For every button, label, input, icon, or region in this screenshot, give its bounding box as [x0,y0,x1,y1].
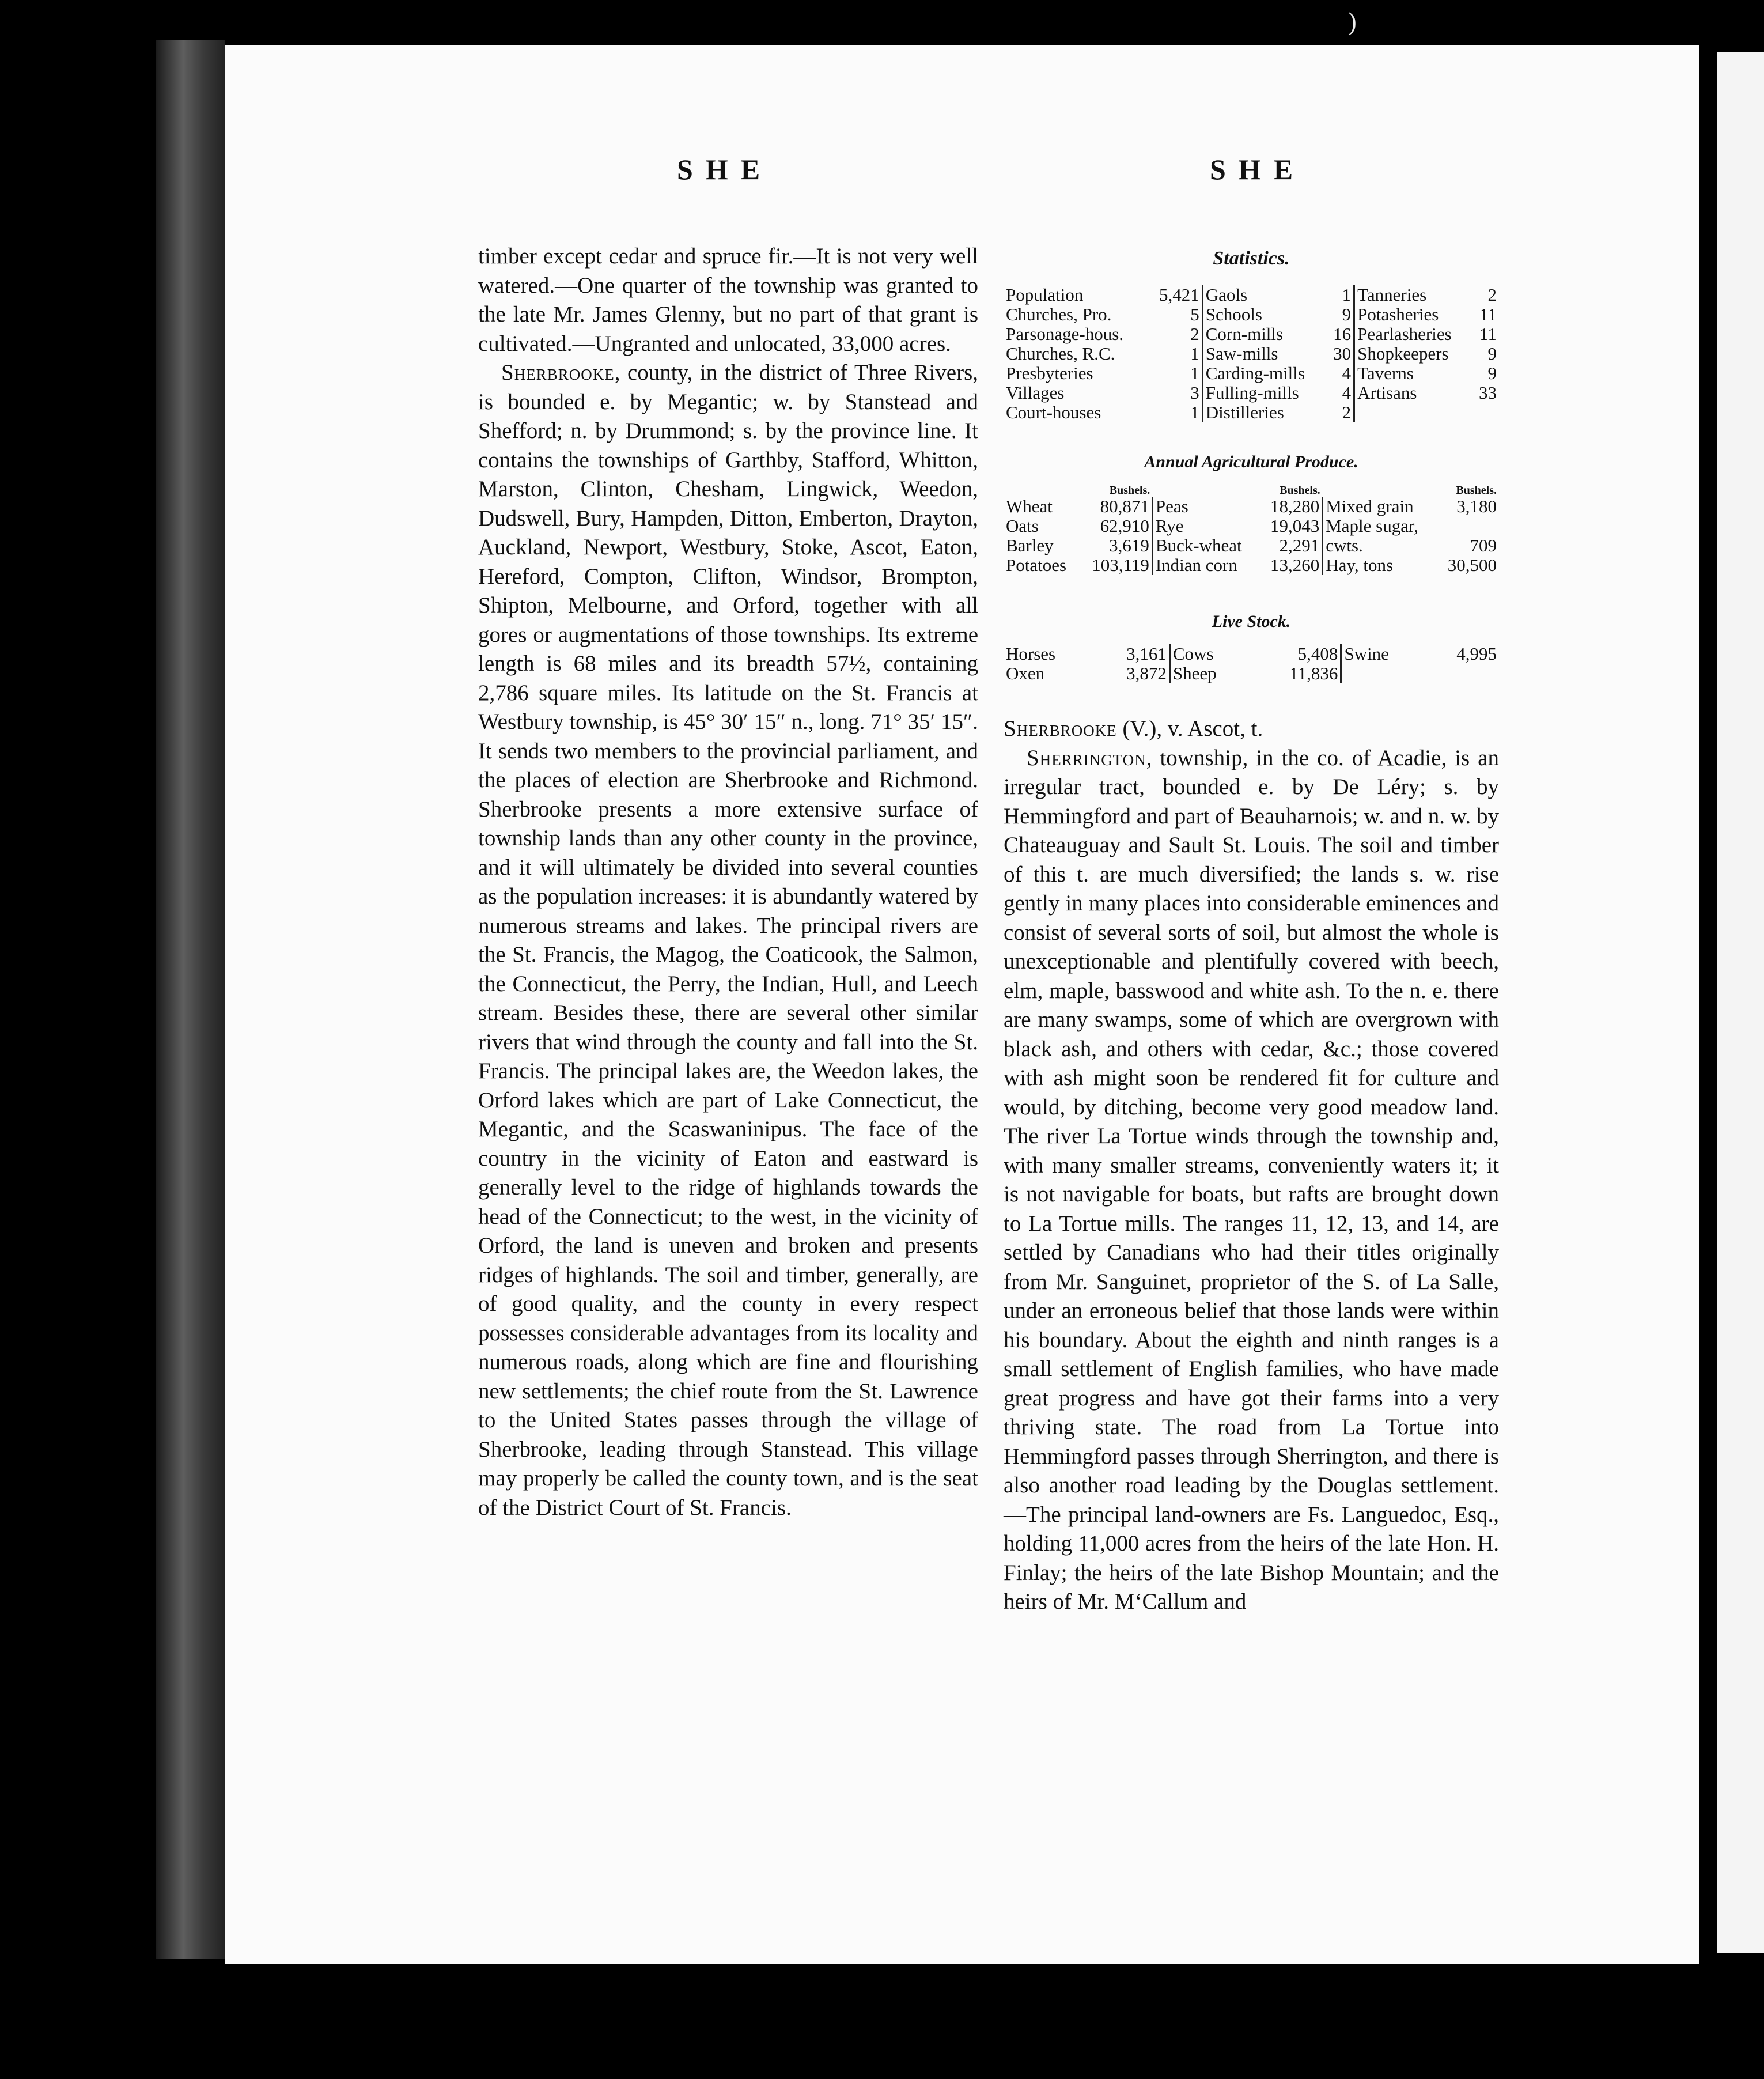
cell-label [1341,664,1425,683]
cell-value [1437,516,1499,536]
unit-label: Bushels. [1456,484,1497,497]
cell-value: 62,910 [1079,516,1152,536]
cell-label: Oxen [1006,663,1045,683]
cell-value: 18,280 [1259,497,1323,516]
cell-label: Potasheries [1357,304,1439,324]
cell-label: cwts. [1326,535,1363,555]
cell-value: 2 [1327,403,1354,422]
cell-label: Schools [1205,304,1262,324]
cell-label: Mixed grain [1326,496,1414,516]
cell-label: Tanneries [1357,285,1427,305]
cell-value: 11 [1479,324,1497,344]
unit-label: Bushels. [1280,484,1320,497]
livestock-table [1004,644,1499,683]
cell-label: Artisans [1357,383,1417,403]
cell-value: 5,408 [1251,644,1341,664]
running-header-left: SHE [677,153,773,186]
cell-value: 4 [1327,383,1354,403]
cell-label: Peas [1155,496,1188,516]
cell-label: Rye [1155,516,1184,536]
cell-value: 3,619 [1079,536,1152,555]
table-row [1004,555,1499,575]
paragraph-sherrington [1004,744,1499,1617]
cell-label: Maple sugar, [1326,516,1418,536]
cell-value: 2,291 [1259,536,1323,555]
cell-value: 9 [1487,363,1497,383]
cell-label: Parsonage-hous. [1006,324,1124,344]
cell-value: 1 [1148,403,1202,422]
cell-label: Oats [1006,516,1039,536]
table-row [1004,497,1499,516]
cell-value: 11 [1479,304,1497,324]
cell-label: Presbyteries [1006,363,1093,383]
cell-value: 13,260 [1259,555,1323,575]
table-row [1004,324,1499,344]
cell-value: 30,500 [1447,555,1497,575]
cell-label: Hay, tons [1326,555,1394,575]
cell-value: 4,995 [1456,644,1497,664]
table-row [1004,305,1499,324]
entry-heading: Sherbrooke [1004,716,1117,741]
cell-label: Wheat [1006,496,1053,516]
cell-label: Taverns [1357,363,1414,383]
cell-value: 1 [1148,364,1202,383]
cell-value [1425,664,1499,683]
cell-value: 9 [1327,305,1354,324]
facing-page-edge [1717,52,1764,1953]
cell-value: 3 [1148,383,1202,403]
book-spine [156,40,225,1959]
table-row [1004,285,1499,305]
table-row [1004,403,1499,422]
cell-value: 1 [1327,285,1354,305]
produce-table [1004,484,1499,575]
cell-label: Gaols [1205,285,1248,305]
cell-label: Corn-mills [1205,324,1284,344]
entry-body: , county, in the district of Three Rivers, is bounded e. by Megantic; w. by Stanstead and Shefford; n. by Drummond; s. by the province line. It contains the townships of Garthby, Stafford, Whitton, Marston, Clinton, Chesham, Lingwick, Weedon, Dudswell, Bury, Hampden, Ditton, Emberton, Drayton, Auckland, Newport, Westbury, Stoke, Ascot, Eaton, Hereford, Compton, Clifton, Windsor, Brompton, Shipton, Melbourne, and Orford, together with all gores or augmentations of those townships. Its extreme length is 68 miles and its breadth 57½, containing 2,786 square miles. Its latitude on the St. Francis at Westbury township, is 45° 30′ 15″ n., long. 71° 35′ 15″. It sends two members to the provincial parliament, and the places of election are Sherbrooke and Richmond. Sherbrooke presents a more extensive surface of township lands than any other county in the province, and it will ultimately be divided into several counties as the population increases: it is abundantly watered by numerous streams and lakes. The principal rivers are the St. Francis, the Magog, the Coaticook, the Salmon, the Connecticut, the Perry, the Indian, Hull, and Leech stream. Besides these, there are several other similar rivers that wind through the county and fall into the St. Francis. The principal lakes are, the Weedon lakes, the Orford lakes which are part of Lake Connecticut, the Megantic, and the Scaswaninipus. The face of the country in the vicinity of Eaton and eastward is generally level to the ridge of highlands towards the head of the Connecticut; to the west, in the vicinity of Orford, the land is uneven and broken and presents ridges of highlands. The soil and timber, generally, are of good quality, and the county in every respect possesses considerable advantages from its locality and numerous roads, along which are fine and flourishing new settlements; the chief route from the St. Lawrence to the United States passes through the village of Sherbrooke, leading through Stanstead. This village may properly be called the county town, and is the seat of the District Court of St. Francis. [478,360,978,1520]
table-row [1004,536,1499,555]
cell-label: Horses [1006,644,1056,664]
table-row [1004,344,1499,364]
cell-value [1472,403,1499,422]
page-mark: ) [1348,7,1357,36]
cell-value: 2 [1148,324,1202,344]
left-text-column [478,242,978,1522]
entry-body: (V.), v. Ascot, t. [1116,716,1263,741]
statistics-table [1004,285,1499,422]
cell-label: Cows [1172,644,1214,664]
cell-value: 80,871 [1079,497,1152,516]
cell-value: 3,161 [1094,644,1170,664]
cell-value: 3,180 [1456,496,1497,516]
table-row [1004,664,1499,683]
cell-label: Indian corn [1155,555,1237,575]
cell-label: Distilleries [1205,402,1284,422]
cell-value: 30 [1327,344,1354,364]
table-row [1004,364,1499,383]
cell-label: Court-houses [1006,402,1101,422]
cell-value: 4 [1327,364,1354,383]
cell-label: Swine [1344,644,1389,664]
cell-value: 3,872 [1094,664,1170,683]
cell-label: Barley [1006,535,1054,555]
table-row [1004,516,1499,536]
cell-label: Pearlasheries [1357,324,1452,344]
cell-label [1354,403,1472,422]
table-row [1004,383,1499,403]
unit-label: Bushels. [1109,484,1150,497]
produce-title: Annual Agricultural Produce. [1144,452,1358,471]
table-row [1004,644,1499,664]
cell-value: 1 [1148,344,1202,364]
cell-label: Churches, Pro. [1006,304,1112,324]
cell-label: Sheep [1172,663,1217,683]
cell-label: Churches, R.C. [1006,343,1115,364]
paragraph-continued: timber except cedar and spruce fir.—It is not very well watered.—One quarter of the township was granted to the late Mr. James Glenny, but no part of that grant is cultivated.—Ungranted and unlocated, 33,000 acres. [478,244,978,356]
cell-value: 103,119 [1079,555,1152,575]
entry-heading: Sherrington [1027,745,1146,770]
cell-label: Buck-wheat [1155,535,1242,555]
cell-value: 16 [1327,324,1354,344]
right-text-column [1004,715,1499,1617]
cell-value: 709 [1470,535,1497,555]
cell-label: Shopkeepers [1357,343,1449,364]
entry-heading: Sherbrooke [501,360,615,385]
cell-value: 11,836 [1251,664,1341,683]
cell-value: 5 [1148,305,1202,324]
paragraph-sherbrooke-village [1004,715,1499,744]
entry-body: , township, in the co. of Acadie, is an irregular tract, bounded e. by De Léry; s. by Hemmingford and part of Beauharnois; w. and n. w. by Chateauguay and Sault St. Louis. The soil and timber of this t. are much diversified; the lands s. w. rise gently in many places into considerable eminences and consist of several sorts of soil, but almost the whole is unexceptionable and plentifully covered with beech, elm, maple, basswood and white ash. To the n. e. there are many swamps, some of which are overgrown with black ash, and others with cedar, &c.; those covered with ash might soon be rendered fit for culture and would, by ditching, become very good meadow land. The river La Tortue winds through the township and, with many smaller streams, conveniently waters it; it is not navigable for boats, but rafts are brought down to La Tortue mills. The ranges 11, 12, 13, and 14, are settled by Canadians who had their titles originally from Mr. Sanguinet, proprietor of the S. of La Salle, under an erroneous belief that those lands were within his boundary. About the eighth and ninth ranges is a small settlement of English families, who have made great progress and have got their farms into a very thriving state. The road from La Tortue into Hemmingford passes through Sherrington, and there is also another road leading by the Douglas settlement. —The principal land-owners are Fs. Languedoc, Esq., holding 11,000 acres from the heirs of the late Hon. H. Finlay; the heirs of the late Bishop Mountain; and the heirs of Mr. M‘Callum and [1004,745,1499,1614]
livestock-title: Live Stock. [1212,612,1291,631]
paragraph-sherbrooke-county [478,358,978,1522]
cell-label: Saw-mills [1205,343,1278,364]
cell-value: 5,421 [1148,285,1202,305]
cell-label: Carding-mills [1205,363,1305,383]
cell-value: 2 [1487,285,1497,305]
running-header-right: SHE [1210,153,1306,186]
cell-value: 33 [1479,383,1497,403]
cell-label: Villages [1006,383,1065,403]
statistics-title: Statistics. [1213,248,1290,269]
cell-value: 9 [1487,343,1497,364]
cell-label: Potatoes [1006,555,1067,575]
cell-value: 19,043 [1259,516,1323,536]
cell-label: Fulling-mills [1205,383,1299,403]
cell-label: Population [1006,285,1084,305]
